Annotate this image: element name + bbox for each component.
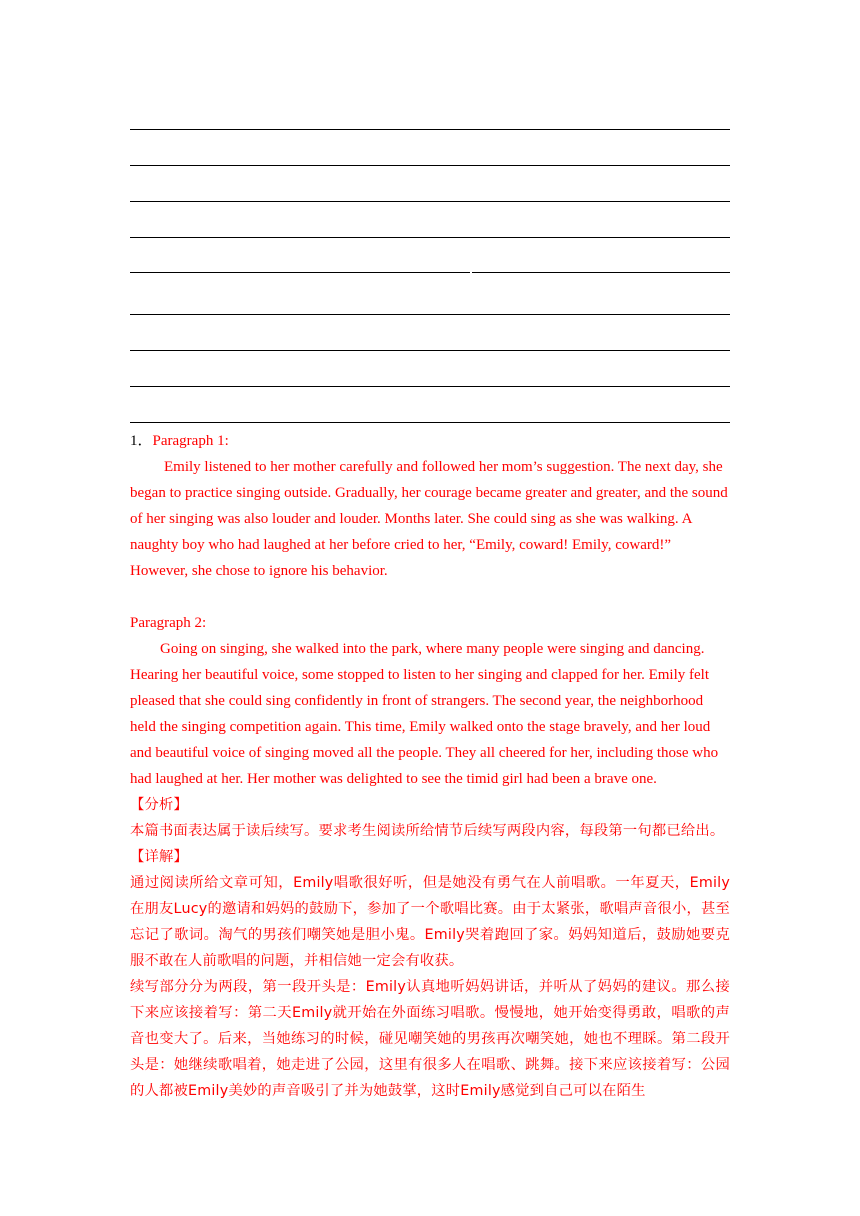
paragraph1-label: Paragraph 1: [152,433,229,449]
paragraph1-text: Emily listened to her mother carefully and followed her mom’s suggestion. The next day, she began to practice singing outside. Gradually, her courage became greater and greater, and the sound of her singing was also louder and louder. Months later. She could sing as she was walking. A naughty boy who had laughed at her before cried to her, “Emily, coward! Emily, coward!” However, she chose to ignore his behavior. [130,459,728,579]
writing-line [130,165,730,166]
question-number: 1． [130,433,153,449]
writing-line [472,272,730,273]
paragraph1-heading [130,428,730,454]
writing-line [130,237,730,238]
detail-heading: 【详解】 [130,849,188,865]
paragraph2-text: Going on singing, she walked into the park, where many people were singing and dancing. Hearing her beautiful voice, some stopped to listen to her singing and clapped for her. Emily felt pleased that she could sing confidently in front of strangers. The second year, the neighborhood held the singing competition again. This time, Emily walked onto the stage bravely, and her loud and beautiful voice of singing moved all the people. They all cheered for her, including those who had laughed at her. Her mother was delighted to see the timid girl had been a brave one. [130,641,719,787]
analysis-heading: 【分析】 [130,797,188,813]
writing-line [130,272,470,273]
writing-line [130,129,730,130]
writing-line [130,350,730,351]
answer-block [130,428,730,1104]
detail-text-1: 通过阅读所给文章可知，Emily唱歌很好听，但是她没有勇气在人前唱歌。一年夏天，Emily在朋友Lucy的邀请和妈妈的鼓励下，参加了一个歌唱比赛。由于太紧张，歌唱声音很小，甚至忘记了歌词。淘气的男孩们嘲笑她是胆小鬼。Emily哭着跑回了家。妈妈知道后，鼓励她要克服不敢在人前歌唱的问题，并相信她一定会有收获。 [130,875,730,969]
detail-text-2: 续写部分分为两段，第一段开头是：Emily认真地听妈妈讲话，并听从了妈妈的建议。那么接下来应该接着写：第二天Emily就开始在外面练习唱歌。慢慢地，她开始变得勇敢，唱歌的声音也变大了。后来，当她练习的时候，碰见嘲笑她的男孩再次嘲笑她，她也不理睬。第二段开头是：她继续歌唱着，她走进了公园，这里有很多人在唱歌、跳舞。接下来应该接着写：公园的人都被Emily美妙的声音吸引了并为她鼓掌，这时Emily感觉到自己可以在陌生 [130,979,730,1099]
spacer [130,584,730,610]
writing-line [130,422,730,423]
writing-line [130,314,730,315]
analysis-text: 本篇书面表达属于读后续写。要求考生阅读所给情节后续写两段内容，每段第一句都已给出。 [130,823,725,839]
writing-line [130,386,730,387]
paragraph2-label: Paragraph 2: [130,615,207,631]
writing-line [130,201,730,202]
